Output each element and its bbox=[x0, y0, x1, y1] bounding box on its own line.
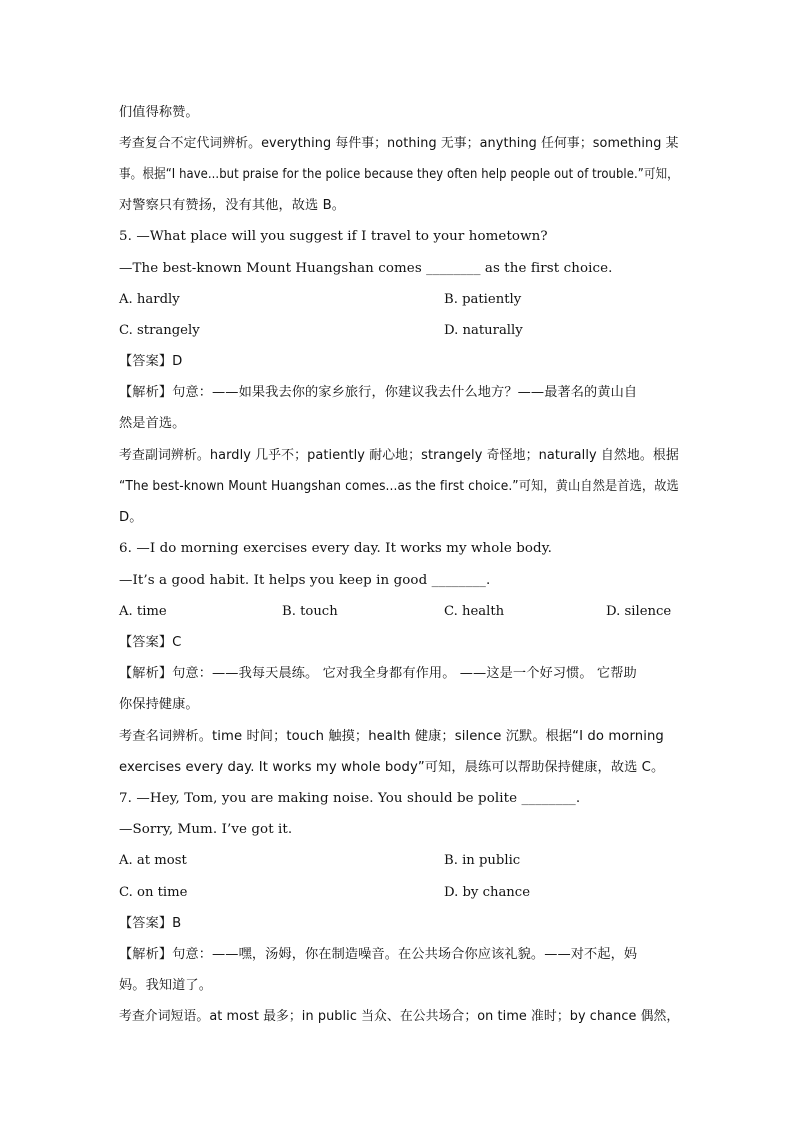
question-7-line-2: —Sorry, Mum. I’ve got it. bbox=[119, 822, 293, 837]
text-line: 事。根据“I have...but praise for the police because they often help people out of trouble.”可知， bbox=[119, 167, 679, 182]
q6-option-d: D. silence bbox=[606, 604, 672, 619]
text-line: 对警察只有赞扬，没有其他，故选 B。 bbox=[119, 198, 346, 213]
answer-label: 【答案】C bbox=[119, 635, 182, 650]
answer-label: 【答案】D bbox=[119, 354, 183, 369]
q5-option-c: C. strangely bbox=[119, 323, 200, 338]
q7-option-a: A. at most bbox=[119, 853, 187, 868]
q5-option-b: B. patiently bbox=[444, 292, 522, 307]
question-5-line-1: 5. —What place will you suggest if I travel to your hometown? bbox=[119, 229, 548, 244]
text-line: 然是首选。 bbox=[119, 416, 186, 431]
analysis-label: 【解析】句意：——我每天晨练。 它对我全身都有作用。 ——这是一个好习惯。 它帮助 bbox=[119, 666, 637, 681]
q5-option-d: D. naturally bbox=[444, 323, 523, 338]
text-line: exercises every day. It works my whole body”可知，晨练可以帮助保持健康，故选 C。 bbox=[119, 760, 665, 775]
analysis-label: 【解析】句意：——嘿，汤姆，你在制造噪音。在公共场合你应该礼貌。——对不起，妈 bbox=[119, 947, 638, 962]
q7-option-b: B. in public bbox=[444, 853, 521, 868]
q6-option-a: A. time bbox=[119, 604, 167, 619]
text-line: 你保持健康。 bbox=[119, 697, 199, 712]
text-line: 考查复合不定代词辨析。everything 每件事；nothing 无事；anything 任何事；something 某 bbox=[119, 136, 679, 151]
question-7-line-1: 7. —Hey, Tom, you are making noise. You should be polite ________. bbox=[119, 791, 581, 806]
q6-option-b: B. touch bbox=[282, 604, 338, 619]
q5-option-a: A. hardly bbox=[119, 292, 180, 307]
q6-option-c: C. health bbox=[444, 604, 505, 619]
question-6-line-2: —It’s a good habit. It helps you keep in good ________. bbox=[119, 573, 491, 588]
text-line: 考查介词短语。at most 最多；in public 当众、在公共场合；on time 准时；by chance 偶然， bbox=[119, 1009, 680, 1024]
q7-option-c: C. on time bbox=[119, 885, 188, 900]
text-line: 考查副词辨析。hardly 几乎不；patiently 耐心地；strangely 奇怪地；naturally 自然地。根据 bbox=[119, 448, 679, 463]
question-6-line-1: 6. —I do morning exercises every day. It works my whole body. bbox=[119, 541, 552, 556]
text-line: 考查名词辨析。time 时间；touch 触摸；health 健康；silence 沉默。根据“I do morning bbox=[119, 729, 664, 744]
text-line: 们值得称赞。 bbox=[119, 105, 199, 120]
text-line: 妈。我知道了。 bbox=[119, 978, 213, 993]
answer-label: 【答案】B bbox=[119, 916, 182, 931]
text-line: “The best-known Mount Huangshan comes...as the first choice.”可知，黄山自然是首选，故选 bbox=[119, 479, 679, 494]
text-line: D。 bbox=[119, 510, 143, 525]
q7-option-d: D. by chance bbox=[444, 885, 530, 900]
question-5-line-2: —The best-known Mount Huangshan comes ________ as the first choice. bbox=[119, 261, 613, 276]
analysis-label: 【解析】句意：——如果我去你的家乡旅行，你建议我去什么地方？——最著名的黄山自 bbox=[119, 385, 638, 400]
